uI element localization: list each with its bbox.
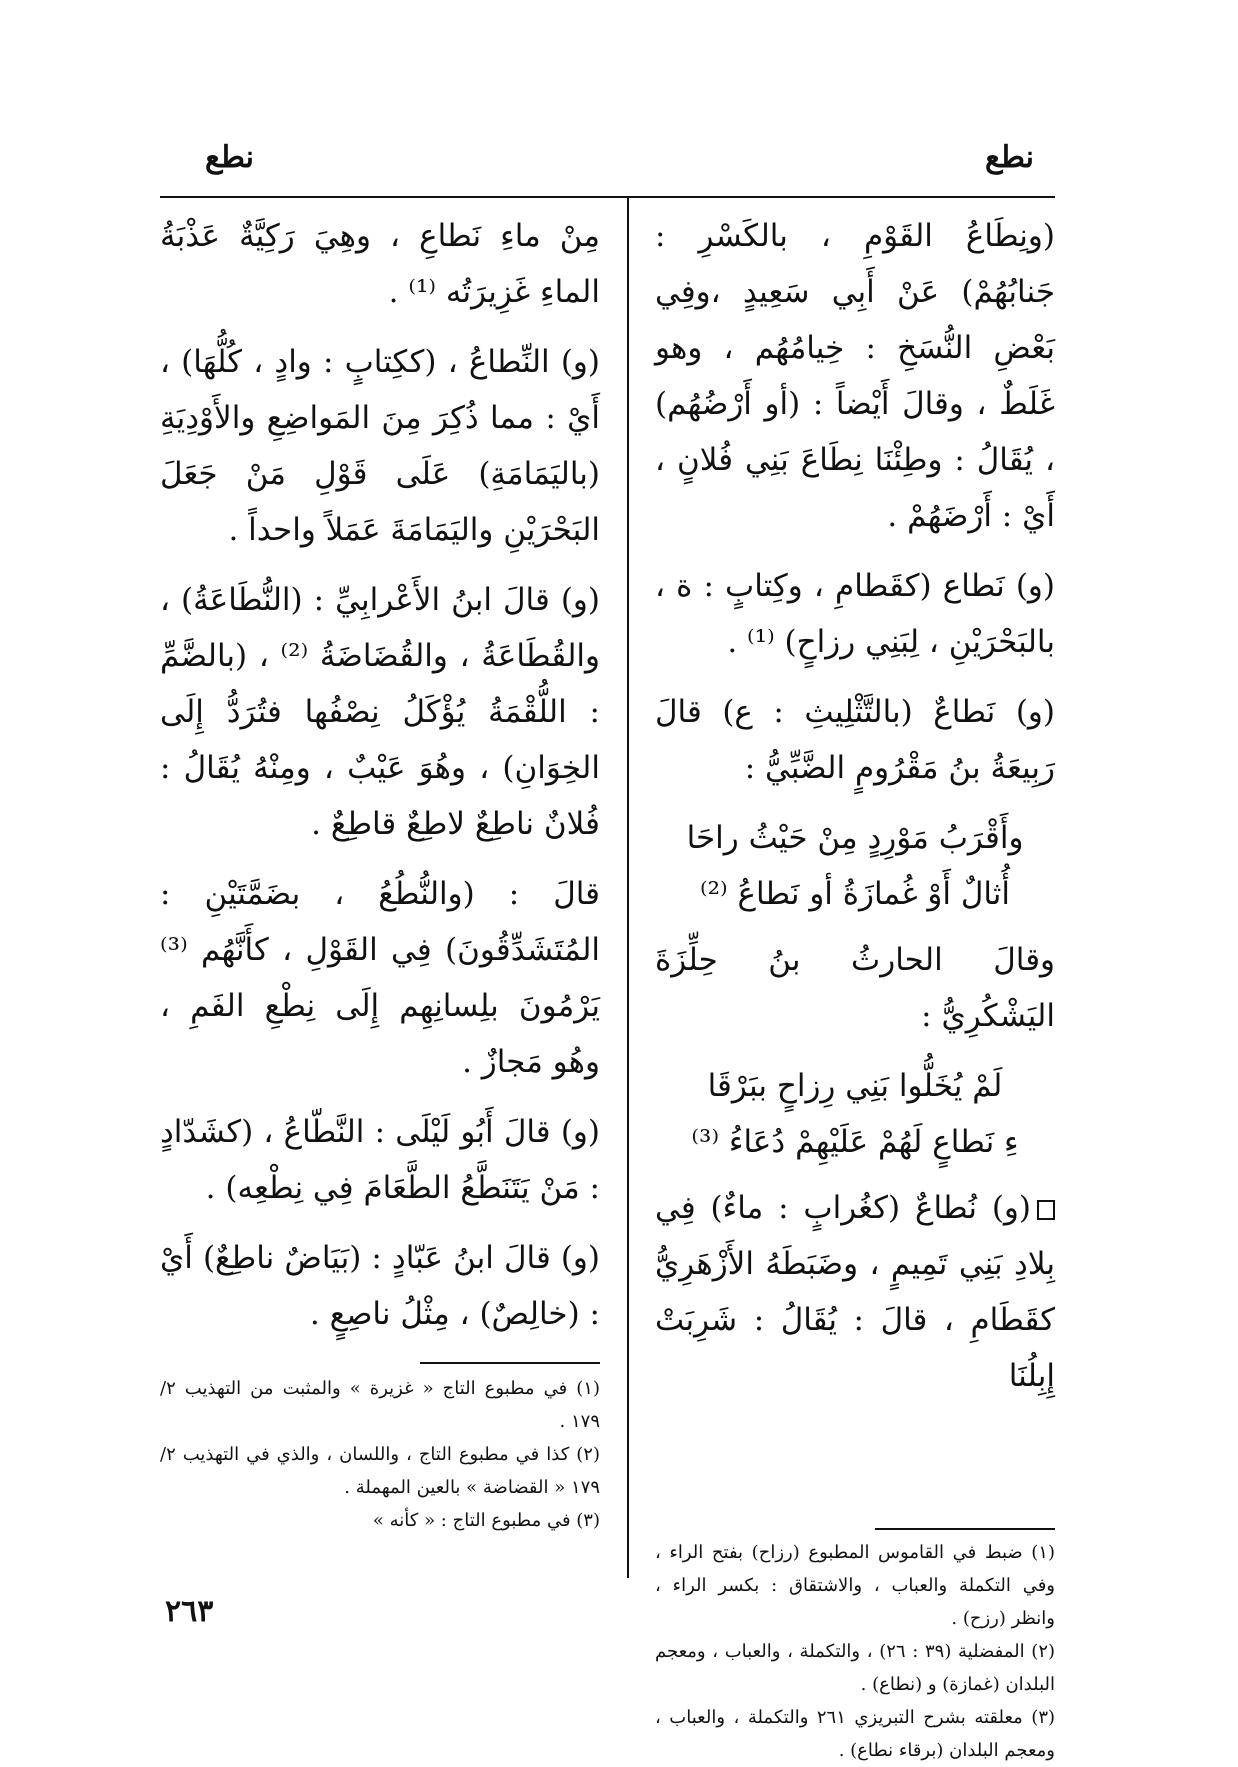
- left-paragraph-2: (و) النِّطاعُ ، (ككِتابٍ : وادٍ ، كُلُّهَا) ، أَيْ : مما ذُكِرَ مِنَ المَواضِعِ والأَوْدِيَةِ (باليَمَامَةِ) عَلَى قَوْلِ مَنْ جَعَلَ البَحْرَيْنِ واليَمَامَةَ عَمَلاً واحداً .: [160, 344, 600, 548]
- footnote-right-3: (٣) معلقته بشرح التبريزي ٢٦١ والتكملة ، والعباب ، ومعجم البلدان (برقاء نطاع) .: [655, 1707, 1056, 1761]
- verse-harith-line-2: ءِ نَطاعٍ لَهُمْ عَلَيْهِمْ دُعَاءُ ⁽³⁾: [691, 1124, 1019, 1160]
- footnote-right-1: (١) ضبط في القاموس المطبوع (رزاح) بفتح الراء ، وفي التكملة والعباب ، والاشتقاق : بكسر الراء ، وانظر (رزح) .: [655, 1542, 1055, 1629]
- footnote-rule-right: [875, 1528, 1055, 1530]
- footnote-left-3: (٣) في مطبوع التاج : « كأنه »: [372, 1510, 600, 1531]
- left-paragraph-5: (و) قالَ أَبُو لَيْلَى : النَّطّاعُ ، (كشَدّادٍ : مَنْ يَتَنَطَّعُ الطَّعَامَ فِي نِطْعِه) .: [160, 1114, 600, 1206]
- right-column: [655, 208, 1055, 1418]
- right-paragraph-5: [655, 1180, 1055, 1404]
- left-paragraph-1: مِنْ ماءِ نَطاعِ ، وهِيَ رَكِيَّةٌ عَذْبَةُ الماءِ غَزِيرَتُه ⁽¹⁾ .: [160, 218, 600, 310]
- left-paragraph-6: (و) قالَ ابنُ عَبّادٍ : (بَيَاضٌ ناطِعٌ) أَيْ : (خالِصٌ) ، مِثْلُ ناصِعٍ .: [160, 1240, 600, 1332]
- column-divider: [627, 198, 629, 1578]
- left-paragraph-3: (و) قالَ ابنُ الأَعْرابِيِّ : (النُّطَاعَةُ) ، والقُطَاعَةُ ، والقُضَاضَةُ ⁽²⁾ ، (بالضَّمِّ : اللُّقْمَةُ يُؤْكَلُ نِصْفُها فتُرَدُّ إِلَى الخِوَانِ) ، وهُوَ عَيْبٌ ، ومِنْهُ يُقَالُ : فُلانٌ ناطِعٌ لاطِعٌ قاطِعٌ .: [160, 582, 600, 842]
- page-number: ٢٦٣: [165, 1594, 214, 1629]
- right-paragraph-1: (ونِطَاعُ القَوْمِ ، بالكَسْرِ : جَنابُهُمْ) عَنْ أَبِي سَعِيدٍ ،وفِي بَعْضِ النُّسَخِ : خِيامُهُم ، وهو غَلَطٌ ، وقالَ أَيْضاً : (أو أَرْضُهُم) ، يُقَالُ : وطِئْنَا نِطَاعَ بَنِي فُلانٍ ، أَيْ : أَرْضَهُمْ .: [655, 218, 1055, 534]
- verse-harith: [655, 1058, 1055, 1170]
- footnote-rule-left: [420, 1362, 600, 1364]
- footnote-right-2: (٢) المفضلية (٣٩ : ٢٦) ، والتكملة ، والعباب ، ومعجم البلدان (غمازة) و (نطاع) .: [655, 1641, 1056, 1695]
- header-entry-word-left: نطع: [205, 140, 254, 175]
- verse-rabia: [655, 810, 1055, 922]
- right-paragraph-5-text: (و) نُطاعٌ (كغُرابٍ : ماءٌ) فِي بِلادِ بَنِي تَمِيمٍ ، وضَبَطَهُ الأَزْهَرِيُّ كقَطَامِ ، قالَ : يُقَالُ : شَرِبَتْ إِبِلُنَا: [655, 1190, 1055, 1394]
- right-paragraph-4: وقالَ الحارثُ بنُ حِلِّزَةَ اليَشْكُرِيُّ :: [655, 942, 1055, 1034]
- square-marker-icon: [1037, 1200, 1055, 1220]
- footnotes-right: [655, 1536, 1055, 1767]
- verse-rabia-line-1: وأَقْرَبُ مَوْرِدٍ مِنْ حَيْثُ راحَا: [686, 820, 1024, 856]
- verse-rabia-line-2: أُثالٌ أَوْ غُمازَةُ أو نَطاعُ ⁽²⁾: [699, 876, 1011, 912]
- footnote-left-2: (٢) كذا في مطبوع التاج ، واللسان ، والذي في التهذيب ٢/ ١٧٩ « القضاضة » بالعين المهملة .: [160, 1444, 600, 1498]
- footnote-left-1: (١) في مطبوع التاج « غزيرة » والمثبت من التهذيب ٢/ ١٧٩ .: [160, 1378, 600, 1432]
- header-entry-word-right: نطع: [985, 140, 1034, 175]
- verse-harith-line-1: لَمْ يُخَلُّوا بَنِي رِزاحٍ ببَرْقَا: [707, 1068, 1003, 1104]
- right-paragraph-3: (و) نَطاعٌ (بالتَّثْلِيثِ : ع) قالَ رَبِيعَةُ بنُ مَقْرُومٍ الضَّبِّيُّ :: [655, 694, 1055, 786]
- footnotes-left: [160, 1372, 600, 1537]
- right-paragraph-2: (و) نَطاع (كقَطامِ ، وكِتابٍ : ة ، بالبَحْرَيْنِ ، لِبَنِي رزاحٍ) ⁽¹⁾ .: [655, 568, 1055, 660]
- header-rule: [160, 196, 1055, 198]
- left-column: [160, 208, 600, 1356]
- left-paragraph-4: قالَ : (والنُّطُعُ ، بضَمَّتَيْنِ : المُتَشَدِّقُونَ) فِي القَوْلِ ، كأَنَّهُم ⁽³⁾ يَرْمُونَ بلِسانِهِم إِلَى نِطْعِ الفَمِ ، وهُو مَجازٌ .: [160, 876, 600, 1080]
